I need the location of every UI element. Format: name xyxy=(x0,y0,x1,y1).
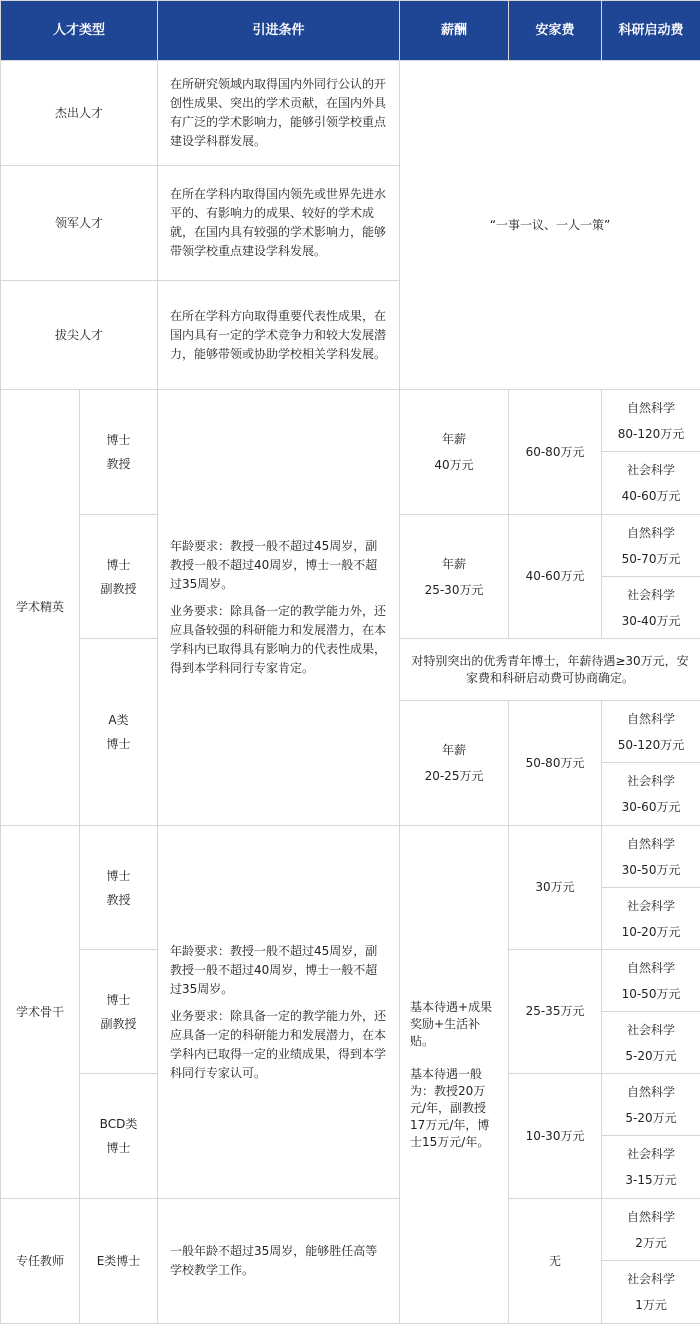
category-elite: 学术精英 xyxy=(1,390,80,826)
backbone-fund-nat-assoc: 自然科学 10-50万元 xyxy=(602,950,700,1012)
condition-leading: 在所在学科内取得国内领先或世界先进水平的、有影响力的成果、较好的学术成就，在国内具有较强的学术影响力，能够带领学校重点建设学科发展。 xyxy=(158,166,400,281)
backbone-settle-prof: 30万元 xyxy=(509,826,602,950)
header-salary: 薪酬 xyxy=(400,1,509,61)
dedicated-settle: 无 xyxy=(509,1199,602,1324)
backbone-sub-assoc: 博士 副教授 xyxy=(80,950,158,1074)
elite-fund-soc-assoc: 社会科学 30-40万元 xyxy=(602,577,700,639)
type-leading: 领军人才 xyxy=(1,166,158,281)
dedicated-fund-nat: 自然科学 2万元 xyxy=(602,1199,700,1261)
header-settlement: 安家费 xyxy=(509,1,602,61)
condition-top-notch: 在所在学科方向取得重要代表性成果，在国内具有一定的学术竞争力和较大发展潜力，能够带领或协助学校相关学科发展。 xyxy=(158,281,400,390)
backbone-fund-soc-bcd: 社会科学 3-15万元 xyxy=(602,1136,700,1199)
backbone-sub-bcd: BCD类 博士 xyxy=(80,1074,158,1199)
backbone-settle-bcd: 10-30万元 xyxy=(509,1074,602,1199)
backbone-base-salary: 基本待遇+成果奖励+生活补贴。 基本待遇一般为：教授20万元/年，副教授17万元/年，博士15万元/年。 xyxy=(400,826,509,1324)
elite-sub-assoc: 博士 副教授 xyxy=(80,515,158,639)
elite-sub-prof: 博士 教授 xyxy=(80,390,158,515)
type-outstanding: 杰出人才 xyxy=(1,61,158,166)
header-condition: 引进条件 xyxy=(158,1,400,61)
backbone-condition: 年龄要求：教授一般不超过45周岁，副教授一般不超过40周岁，博士一般不超过35周岁。 业务要求：除具备一定的教学能力外，还应具备一定的科研能力和发展潜力，在本学科内已取得一定的业绩成果，得到本学科同行专家认可。 xyxy=(158,826,400,1199)
elite-fund-nat-a: 自然科学 50-120万元 xyxy=(602,701,700,763)
elite-salary-a: 年薪 20-25万元 xyxy=(400,701,509,826)
elite-condition: 年龄要求：教授一般不超过45周岁，副教授一般不超过40周岁，博士一般不超过35周岁。 业务要求：除具备一定的教学能力外，还应具备较强的科研能力和发展潜力，在本学科内已取得具有影响力的代表性成果，得到本学科同行专家肯定。 xyxy=(158,390,400,826)
header-research-fund: 科研启动费 xyxy=(602,1,700,61)
category-dedicated: 专任教师 xyxy=(1,1199,80,1324)
header-talent-type: 人才类型 xyxy=(1,1,158,61)
dedicated-condition: 一般年龄不超过35周岁，能够胜任高等学校教学工作。 xyxy=(158,1199,400,1324)
elite-fund-soc-a: 社会科学 30-60万元 xyxy=(602,763,700,826)
dedicated-fund-soc: 社会科学 1万元 xyxy=(602,1261,700,1324)
category-backbone: 学术骨干 xyxy=(1,826,80,1199)
backbone-settle-assoc: 25-35万元 xyxy=(509,950,602,1074)
elite-fund-nat-prof: 自然科学 80-120万元 xyxy=(602,390,700,452)
elite-salary-assoc: 年薪 25-30万元 xyxy=(400,515,509,639)
backbone-fund-nat-bcd: 自然科学 5-20万元 xyxy=(602,1074,700,1136)
table-row xyxy=(1,390,700,452)
backbone-fund-nat-prof: 自然科学 30-50万元 xyxy=(602,826,700,888)
header-row xyxy=(1,1,700,61)
elite-settle-assoc: 40-60万元 xyxy=(509,515,602,639)
elite-salary-prof: 年薪 40万元 xyxy=(400,390,509,515)
elite-settle-prof: 60-80万元 xyxy=(509,390,602,515)
elite-settle-a: 50-80万元 xyxy=(509,701,602,826)
table-row xyxy=(1,826,700,888)
backbone-fund-soc-prof: 社会科学 10-20万元 xyxy=(602,888,700,950)
elite-fund-soc-prof: 社会科学 40-60万元 xyxy=(602,452,700,515)
negotiable-cell: “一事一议、一人一策” xyxy=(400,61,700,390)
type-top-notch: 拔尖人才 xyxy=(1,281,158,390)
backbone-fund-soc-assoc: 社会科学 5-20万元 xyxy=(602,1012,700,1074)
condition-outstanding: 在所研究领域内取得国内外同行公认的开创性成果、突出的学术贡献，在国内外具有广泛的学术影响力，能够引领学校重点建设学科群发展。 xyxy=(158,61,400,166)
table-row xyxy=(1,61,700,166)
elite-special-note: 对特别突出的优秀青年博士，年薪待遇≥30万元，安家费和科研启动费可协商确定。 xyxy=(400,639,700,701)
elite-sub-a: A类 博士 xyxy=(80,639,158,826)
backbone-sub-prof: 博士 教授 xyxy=(80,826,158,950)
table-row xyxy=(1,1199,700,1261)
elite-fund-nat-assoc: 自然科学 50-70万元 xyxy=(602,515,700,577)
dedicated-sub: E类博士 xyxy=(80,1199,158,1324)
